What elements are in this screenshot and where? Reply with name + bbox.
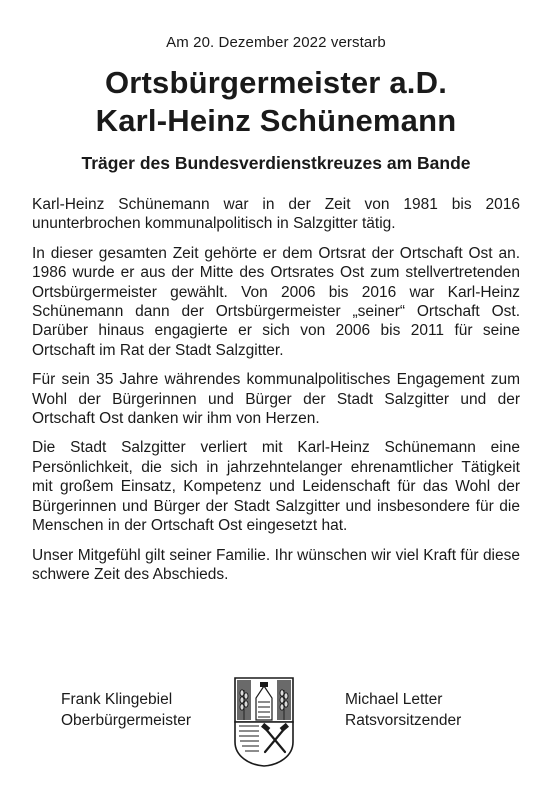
title-line-2: Karl-Heinz Schünemann (95, 103, 457, 138)
intro-line: Am 20. Dezember 2022 verstarb (166, 34, 386, 51)
signature-left (61, 689, 191, 731)
signature-right (345, 689, 461, 731)
paragraph-4: Die Stadt Salzgitter verliert mit Karl-Heinz Schünemann eine Persönlichkeit, die sich in jahrzehntelanger ehrenamtlicher Tätigkeit mit großem Einsatz, Kompetenz und Leidenschaft für das Wohl der Bürgerinnen und Bürger der Stadt Salzgitter und insbesondere für die Menschen in der Ortschaft Ost eingesetzt hat. (32, 439, 520, 535)
obituary-notice (32, 0, 520, 594)
notice-subtitle: Träger des Bundesverdienstkreuzes am Bande (81, 153, 471, 173)
notice-body (32, 195, 520, 584)
title-line-1: Ortsbürgermeister a.D. (104, 65, 448, 100)
signatory-name-right: Michael Letter (345, 691, 443, 708)
paragraph-1: Karl-Heinz Schünemann war in der Zeit von 1981 bis 2016 ununterbrochen kommunalpolitisch in Salzgitter tätig. (32, 196, 520, 233)
signatory-name-left: Frank Klingebiel (61, 691, 173, 708)
paragraph-3: Für sein 35 Jahre währendes kommunalpolitisches Engagement zum Wohl der Bürgerinnen und Bürger der Stadt Salzgitter und der Ortschaft Ost danken wir ihm von Herzen. (32, 371, 520, 428)
signature-block (0, 676, 550, 794)
signatory-role-left: Oberbürgermeister (61, 712, 192, 729)
notice-title (32, 64, 520, 140)
signatory-role-right: Ratsvorsitzender (345, 712, 462, 729)
paragraph-2: In dieser gesamten Zeit gehörte er dem Ortsrat der Ortschaft Ost an. 1986 wurde er aus der Mitte des Ortsrates Ost zum stellvertretenden Ortsbürgermeister gewählt. Von 2006 bis 2016 war Karl-Heinz Schünemann dann der Ortsbürgermeister „seiner“ Ortschaft Ost. Darüber hinaus engagierte er sich von 2006 bis 2011 für seine Ortschaft im Rat der Stadt Salzgitter. (32, 244, 520, 359)
salzgitter-coat-of-arms-icon (233, 676, 295, 768)
paragraph-5: Unser Mitgefühl gilt seiner Familie. Ihr wünschen wir viel Kraft für diese schwere Zeit des Abschieds. (32, 546, 520, 583)
